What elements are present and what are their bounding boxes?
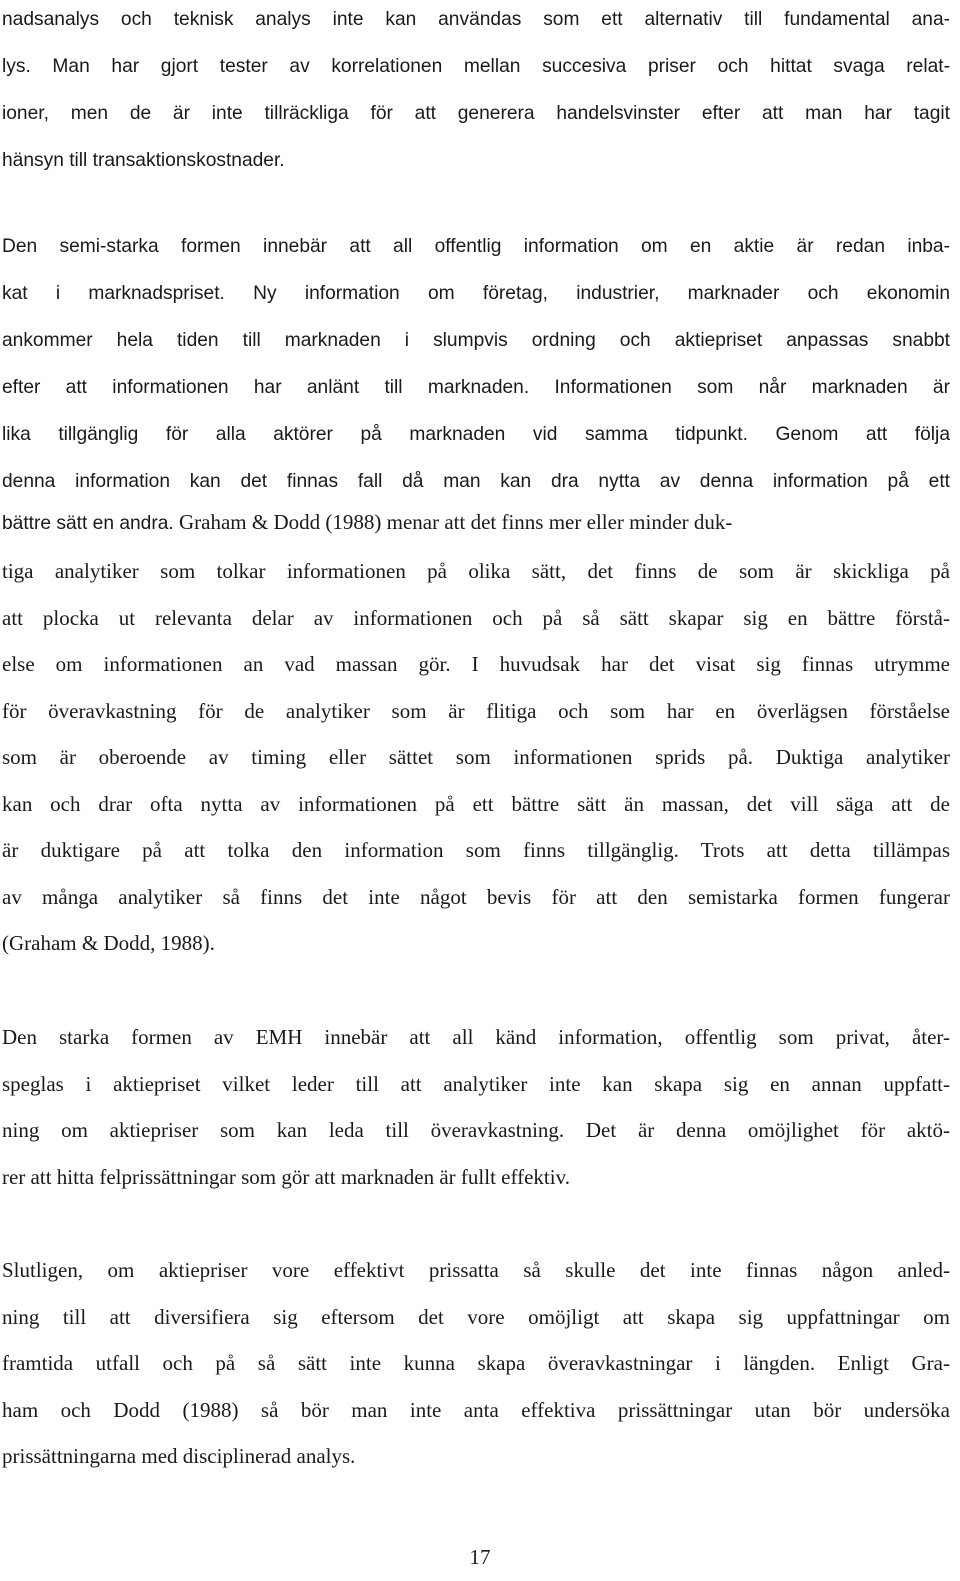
text-line: rer att hitta felprissättningar som gör att marknaden är fullt effektiv. (2, 1164, 570, 1189)
text-line: lika tillgänglig för alla aktörer på marknaden vid samma tidpunkt. Genom att följa (2, 424, 950, 445)
text-line: lys. Man har gjort tester av korrelationen mellan succesiva priser och hittat svaga relat- (2, 56, 950, 77)
text-line: ham och Dodd (1988) så bör man inte anta effektiva prissättningar utan bör undersöka (2, 1397, 950, 1422)
text-line: speglas i aktiepriset vilket leder till att analytiker inte kan skapa sig en annan uppfatt- (2, 1071, 950, 1096)
text-line: ning om aktiepriser som kan leda till överavkastning. Det är denna omöjlighet för aktö- (2, 1118, 950, 1142)
text-line: för överavkastning för de analytiker som är flitiga och som har en överlägsen förståelse (2, 698, 950, 723)
paragraph-2-sans (2, 223, 950, 505)
text-line: kat i marknadspriset. Ny information om företag, industrier, marknader och ekonomin (2, 283, 950, 304)
text-line: hänsyn till transaktionskostnader. (2, 150, 285, 171)
paragraph-4 (2, 1247, 950, 1480)
text-line: ioner, men de är inte tillräckliga för att generera handelsvinster efter att man har tagit (2, 103, 950, 124)
text-line: Slutligen, om aktiepriser vore effektivt prissatta så skulle det inte finnas någon anled- (2, 1258, 950, 1282)
page-number: 17 (469, 1545, 491, 1569)
text-line: är duktigare på att tolka den information som finns tillgänglig. Trots att detta tillämpas (2, 838, 950, 862)
text-line: tiga analytiker som tolkar informationen på olika sätt, det finns de som är skickliga på (2, 559, 950, 583)
text-line: denna information kan det finnas fall då man kan dra nytta av denna information på ett (2, 471, 950, 492)
text-line: av många analytiker så finns det inte något bevis för att den semistarka formen fungerar (2, 884, 950, 909)
text-line (2, 499, 950, 546)
text-line: att plocka ut relevanta delar av informationen och på så sätt skapar sig en bättre förstå- (2, 605, 950, 630)
text-line: prissättningarna med disciplinerad analys. (2, 1444, 356, 1468)
paragraph-2-serif (2, 548, 950, 967)
text-line: kan och drar ofta nytta av informationen på ett bättre sätt än massan, det vill säga att de (2, 791, 950, 816)
text-line: nadsanalys och teknisk analys inte kan användas som ett alternativ till fundamental ana- (2, 9, 950, 30)
text-line: framtida utfall och på så sätt inte kunna skapa överavkastningar i längden. Enligt Gra- (2, 1351, 950, 1375)
text-line: ning till att diversifiera sig eftersom det vore omöjligt att skapa sig uppfattningar om (2, 1304, 950, 1329)
text-line: efter att informationen har anlänt till marknaden. Informationen som når marknaden är (2, 377, 950, 398)
text-line: ankommer hela tiden till marknaden i slumpvis ordning och aktiepriset anpassas snabbt (2, 330, 950, 351)
text-line: som är oberoende av timing eller sättet som informationen sprids på. Duktiga analytiker (2, 745, 950, 769)
paragraph-2-mixed-line (2, 499, 950, 546)
text-segment-sans: bättre sätt en andra. (2, 513, 174, 534)
text-segment-serif: Graham & Dodd (1988) menar att det finns mer eller minder duk- (173, 510, 733, 534)
text-line: else om informationen an vad massan gör. I huvudsak har det visat sig finnas utrymme (2, 652, 950, 676)
text-line: Den semi-starka formen innebär att all offentlig information om en aktie är redan inba- (2, 236, 950, 257)
paragraph-1 (2, 0, 950, 184)
paragraph-3 (2, 1014, 950, 1200)
text-line: (Graham & Dodd, 1988). (2, 931, 215, 955)
text-line: Den starka formen av EMH innebär att all känd information, offentlig som privat, åter- (2, 1025, 950, 1049)
